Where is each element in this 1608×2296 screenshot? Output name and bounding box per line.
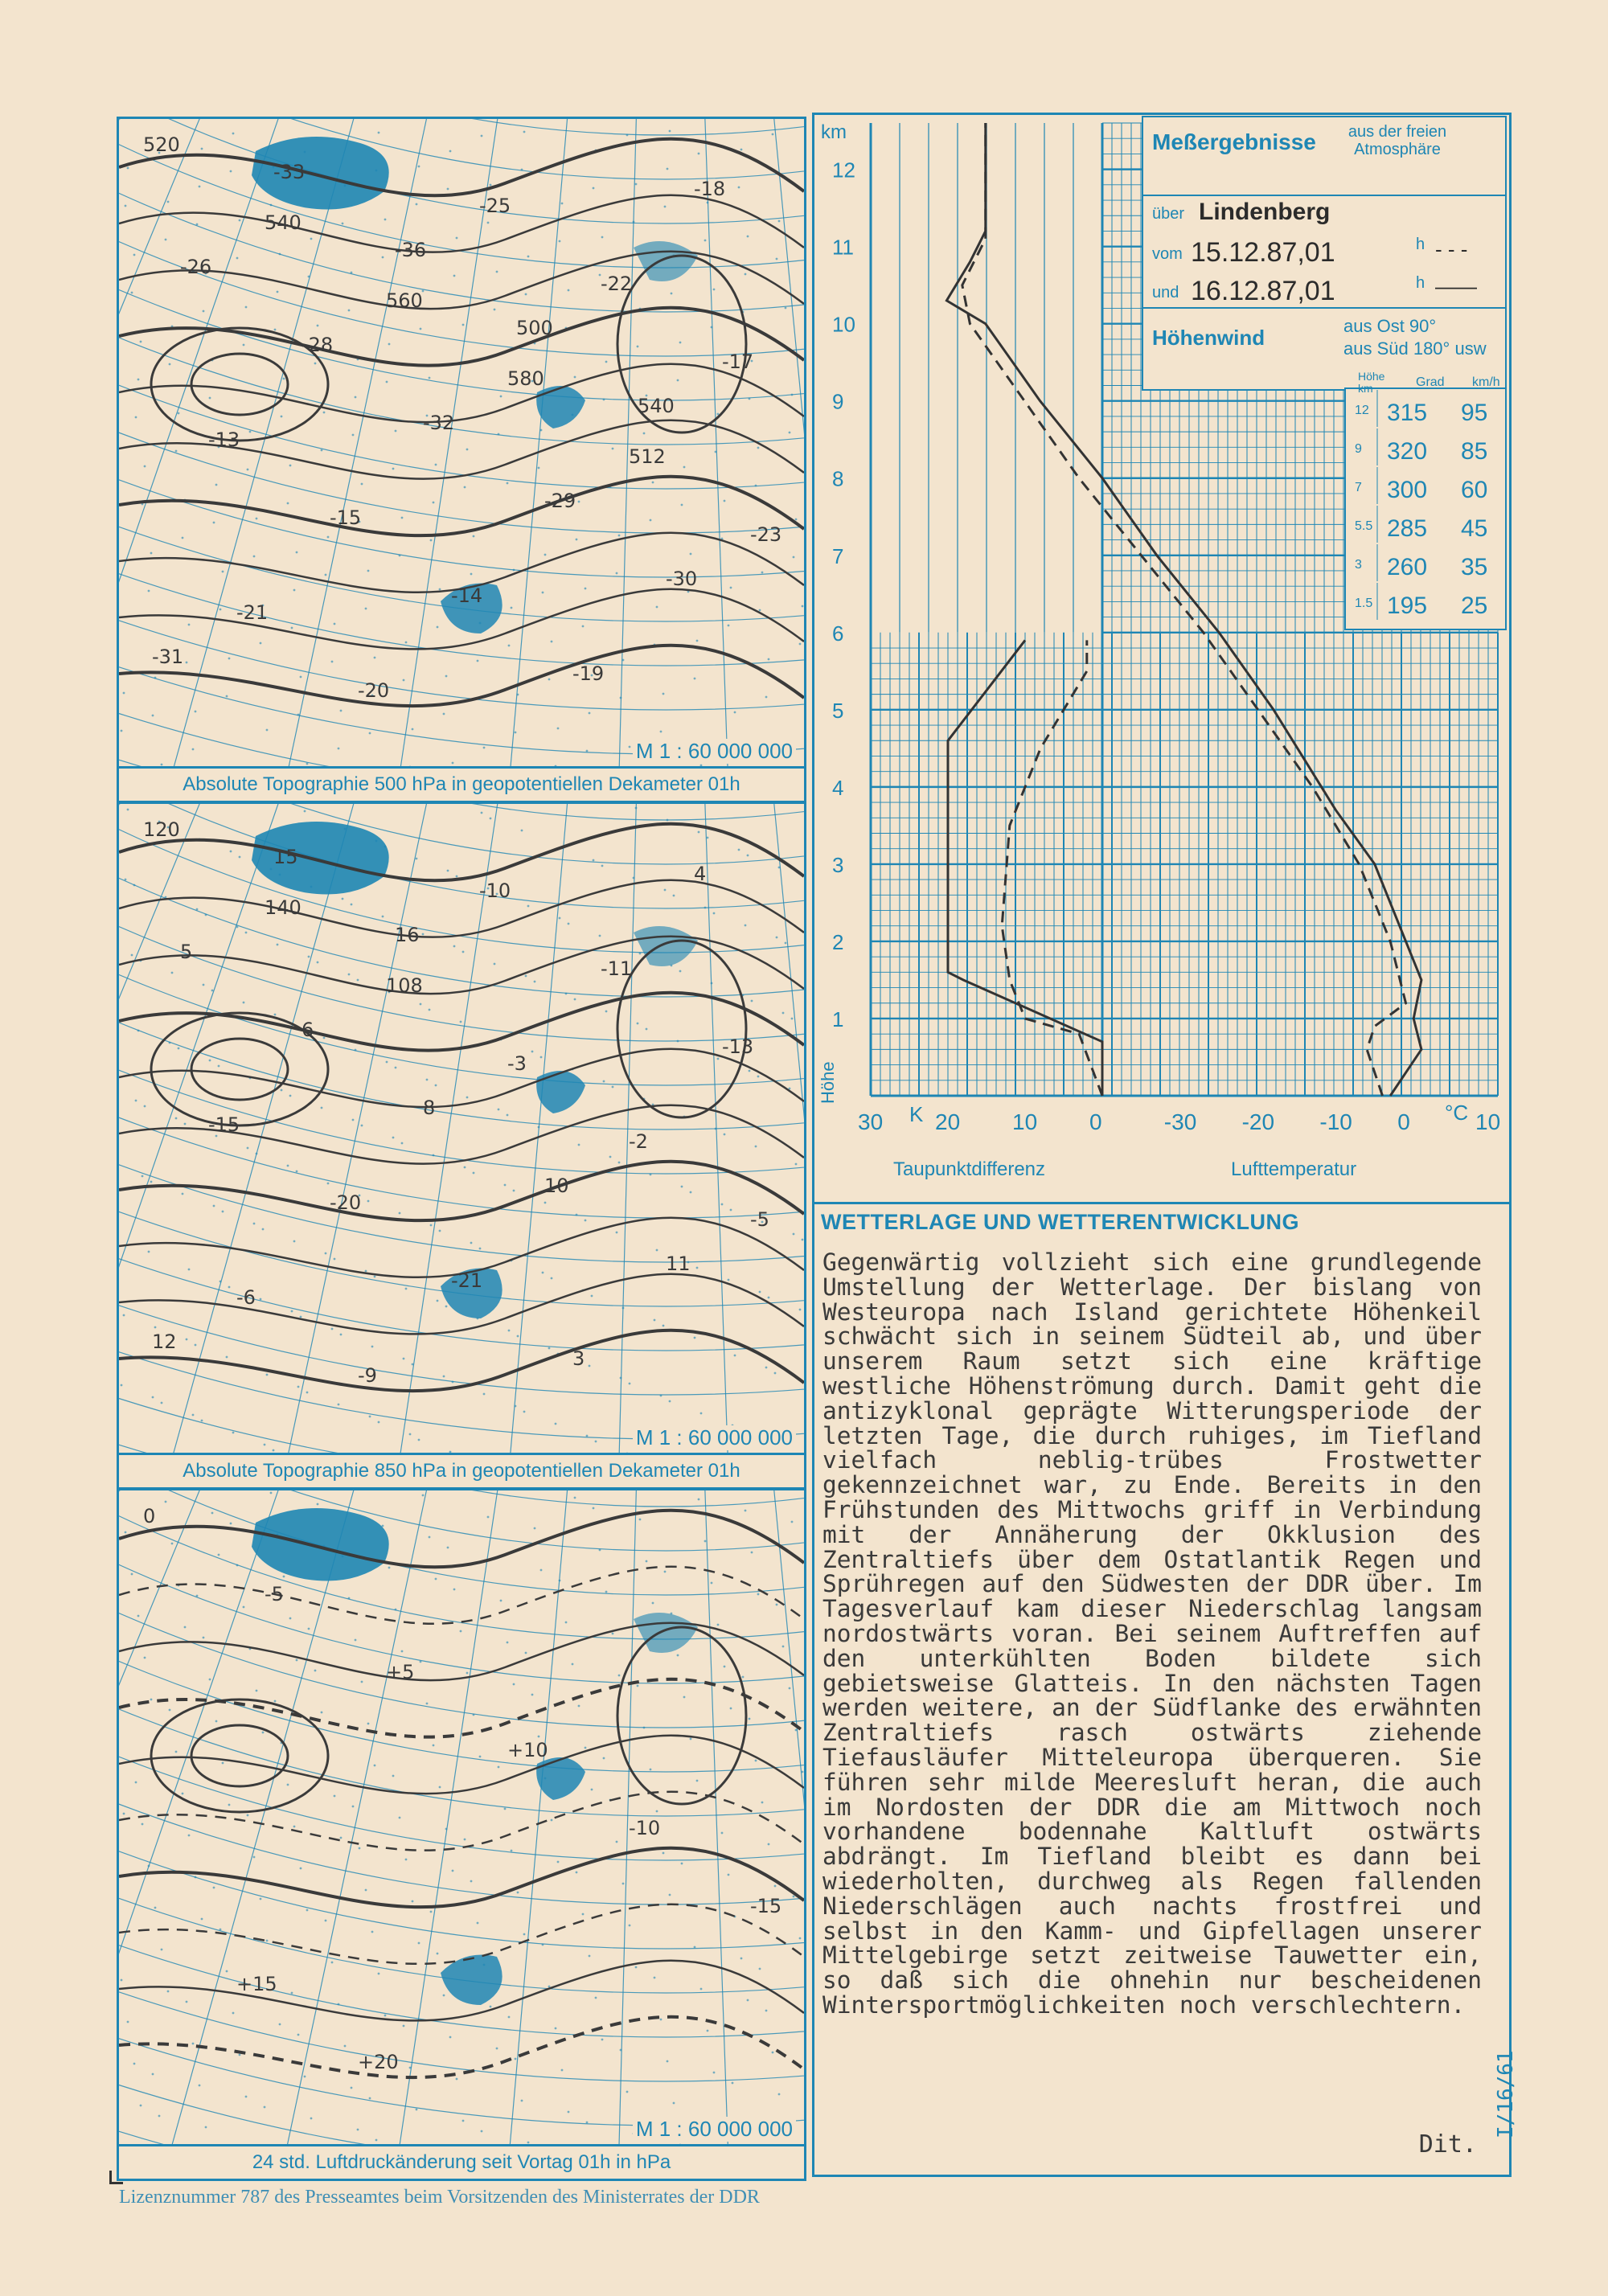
contour-label: -11 — [601, 957, 633, 980]
corner-mark — [109, 2171, 123, 2184]
height-tick: 8 — [832, 466, 844, 491]
height-tick: 12 — [832, 158, 855, 182]
temp-tick: -30 — [1163, 1109, 1197, 1134]
sounding-title: Meßergebnisse — [1152, 129, 1316, 154]
contour-label: -36 — [395, 239, 427, 261]
wind-speed: 60 — [1461, 477, 1488, 503]
land-masses — [252, 1508, 698, 2005]
contour-label: 10 — [544, 1175, 569, 1197]
station-name: Lindenberg — [1199, 199, 1331, 225]
wind-title: Höhenwind — [1152, 326, 1265, 350]
date-1-value: 15.12.87,01 — [1191, 237, 1335, 268]
sounding-subtitle: aus der freien Atmosphäre — [1348, 123, 1447, 158]
map-pressure-change — [119, 1490, 804, 2146]
dew-tick: 30 — [858, 1109, 884, 1134]
contour-label: +20 — [358, 2051, 399, 2073]
contour-label: 0 — [143, 1505, 156, 1527]
date-2-prefix: und — [1152, 284, 1179, 301]
dewpoint-series-line — [1002, 640, 1102, 1096]
contour-label: -15 — [750, 1895, 782, 1917]
contour-label: -5 — [265, 1583, 284, 1605]
height-tick: 3 — [832, 852, 844, 877]
contour-label: -20 — [358, 679, 390, 702]
contour-label: 6 — [302, 1019, 314, 1041]
contour-label: 108 — [386, 974, 423, 997]
y-axis-label: Höhe — [818, 1061, 838, 1104]
temp-tick: -10 — [1319, 1109, 1352, 1134]
temp-axis-label: Lufttemperatur — [1231, 1158, 1357, 1180]
contour-label: -19 — [572, 662, 605, 685]
contour-label: -17 — [722, 351, 754, 373]
contour-label: -22 — [601, 273, 633, 295]
temp-tick: 0 — [1397, 1109, 1410, 1134]
wind-speed: 95 — [1461, 400, 1488, 426]
wind-height: 1.5 — [1355, 597, 1373, 610]
map-850hpa — [119, 804, 804, 1455]
contour-label: 5 — [180, 941, 193, 963]
wind-speed: 35 — [1461, 554, 1488, 580]
contour-label: 540 — [265, 211, 302, 234]
map-850hpa-scale: M 1 : 60 000 000 — [633, 1425, 796, 1450]
contour-label: -3 — [507, 1052, 527, 1075]
date-1-prefix: vom — [1152, 245, 1183, 263]
contour-label: 512 — [629, 445, 666, 468]
wind-deg: 195 — [1387, 592, 1428, 619]
y-axis-unit: km — [821, 121, 847, 143]
wind-deg: 285 — [1387, 515, 1428, 542]
contour-label: -29 — [544, 490, 576, 512]
contour-label: 15 — [273, 846, 298, 868]
wind-speed: 45 — [1461, 515, 1488, 542]
dew-tick: 0 — [1089, 1109, 1102, 1134]
height-tick: 7 — [832, 543, 844, 568]
date-1-unit: h — [1416, 236, 1425, 253]
height-tick: 2 — [832, 929, 844, 954]
contour-label: 520 — [143, 133, 180, 156]
contour-label: -21 — [451, 1269, 483, 1292]
contour-label: +5 — [386, 1661, 415, 1683]
temp-tick: -20 — [1241, 1109, 1275, 1134]
contour-label: -25 — [479, 195, 511, 217]
wind-height: 3 — [1355, 558, 1362, 572]
map-500hpa-caption: Absolute Topographie 500 hPa in geopotentiellen Dekameter 01h — [119, 766, 804, 801]
temp-axis-unit: °C — [1445, 1101, 1469, 1125]
contour-label: 12 — [152, 1330, 177, 1353]
article-panel — [812, 1202, 1512, 2177]
contour-label: -26 — [180, 256, 212, 278]
height-tick: 11 — [832, 235, 854, 260]
contour-label: 3 — [572, 1347, 585, 1370]
contour-label: -23 — [750, 523, 782, 546]
contour-label: -21 — [236, 601, 269, 624]
map-850hpa-caption: Absolute Topographie 850 hPa in geopotentiellen Dekameter 01h — [119, 1453, 804, 1487]
contour-label: -10 — [629, 1817, 661, 1839]
contour-label: -13 — [208, 428, 240, 451]
contour-label: +10 — [507, 1739, 548, 1761]
height-tick: 10 — [832, 312, 855, 337]
date-2-unit: h — [1416, 274, 1425, 292]
license-footer: Lizenznummer 787 des Presseamtes beim Vorsitzenden des Ministerrates der DDR — [119, 2187, 760, 2208]
article-heading: WETTERLAGE UND WETTERENTWICKLUNG — [821, 1210, 1299, 1234]
temp-tick: 10 — [1475, 1109, 1501, 1134]
contour-label: 16 — [395, 924, 420, 946]
contour-label: -33 — [273, 161, 306, 183]
land-masses — [252, 822, 698, 1318]
sounding-panel — [812, 113, 1512, 1204]
contour-label: -13 — [722, 1035, 754, 1058]
document-id: I/16/61 — [1494, 2050, 1518, 2138]
wind-speed: 85 — [1461, 438, 1488, 465]
wind-height: 7 — [1355, 481, 1362, 494]
dew-axis-label: Taupunktdifferenz — [893, 1158, 1046, 1180]
date-2-style: —— — [1435, 274, 1477, 298]
dew-tick: 10 — [1012, 1109, 1038, 1134]
contour-label: -31 — [152, 646, 184, 668]
contour-label: 560 — [386, 289, 423, 312]
contour-label: +15 — [236, 1973, 277, 1995]
contour-label: 540 — [638, 395, 675, 417]
height-tick: 1 — [832, 1007, 844, 1031]
date-1-style: - - - — [1435, 237, 1468, 261]
wind-deg: 320 — [1387, 438, 1428, 465]
contour-label: -5 — [750, 1208, 769, 1231]
height-tick: 6 — [832, 621, 844, 646]
wind-header-speed: km/h — [1472, 375, 1500, 389]
map-850hpa-panel — [117, 802, 806, 1490]
contour-label: 4 — [694, 863, 707, 885]
dew-axis-unit: K — [909, 1102, 924, 1126]
wind-note-south: aus Süd 180° usw — [1343, 338, 1487, 359]
map-pressure-change-panel — [117, 1488, 806, 2181]
contour-label: 11 — [666, 1253, 691, 1275]
dew-tick: 20 — [935, 1109, 961, 1134]
contour-label: 580 — [507, 367, 544, 390]
sounding-chart — [814, 115, 1509, 1202]
wind-height: 5.5 — [1355, 519, 1373, 533]
station-prefix: über — [1152, 205, 1185, 223]
contour-label: 500 — [516, 317, 553, 339]
wind-height: 9 — [1355, 442, 1362, 456]
map-pressure-change-caption: 24 std. Luftdruckänderung seit Vortag 01h in hPa — [119, 2144, 804, 2179]
contour-label: -18 — [694, 178, 726, 200]
wind-note-east: aus Ost 90° — [1343, 316, 1437, 336]
contour-label: -32 — [423, 412, 455, 434]
date-2-value: 16.12.87,01 — [1191, 276, 1335, 306]
contour-label: -9 — [358, 1364, 377, 1387]
contour-label: -6 — [236, 1286, 256, 1309]
contour-label: -28 — [302, 334, 334, 356]
contour-label: -20 — [330, 1191, 362, 1214]
contour-label: -10 — [479, 879, 511, 902]
article-body: Gegenwärtig vollzieht sich eine grundlegende Umstellung der Wetterlage. Der bislang von Westeuropa nach Island gerichtete Höhenkeil schwächt sich in seinem Südteil ab, und über unserem Raum setzt sich eine kräftige westliche Höhenströmung durch. Damit geht die antizyklonal geprägte Witterungsperiode der letzten Tage, die durch ruhiges, im Tiefland vielfach neblig-trübes Frostwetter gekennzeichnet war, zu Ende. Bereits in den Frühstunden des Mittwochs griff in Verbindung mit der Annäherung der Okklusion des Zentraltiefs über dem Ostatlantik Regen und Sprühregen auf den Südwesten der DDR über. Im Tagesverlauf kam dieser Niederschlag langsam nordostwärts voran. Bei seinem Auftreffen auf den unterkühlten Boden bildete sich gebietsweise Glatteis. In den nächsten Tagen werden weitere, an der Südflanke des erwähnten Zentraltiefs rasch ostwärts ziehende Tiefausläufer Mitteleuropa überqueren. Sie führen sehr milde Meeresluft heran, die auch im Nordosten der DDR die am Mittwoch noch vorhandene bodennahe Kaltluft ostwärts abdrängt. Im Tiefland bleibt es dann bei wiederholten, durchweg als Regen fallenden Niederschlägen auch nachts frostfrei und selbst in den Kamm- und Gipfellagen unserer Mittelgebirge setzt zeitweise Tauwetter ein, so daß sich die ohnehin nur bescheidenen Wintersportmöglichkeiten noch verschlechtern. — [822, 1248, 1482, 2019]
contour-label: -15 — [330, 506, 362, 529]
wind-header-deg: Grad — [1416, 375, 1445, 389]
wind-speed: 25 — [1461, 592, 1488, 619]
article-signature: Dit. — [1418, 2130, 1477, 2159]
contour-label: 140 — [265, 896, 302, 919]
land-masses — [252, 137, 698, 633]
contour-label: 8 — [423, 1097, 436, 1119]
map-pressure-change-scale: M 1 : 60 000 000 — [633, 2117, 796, 2142]
contour-label: 120 — [143, 818, 180, 841]
wind-deg: 315 — [1387, 400, 1428, 426]
wind-deg: 300 — [1387, 477, 1428, 503]
map-500hpa — [119, 119, 804, 769]
map-500hpa-scale: M 1 : 60 000 000 — [633, 739, 796, 764]
contour-label: -2 — [629, 1130, 648, 1153]
contour-label: -14 — [451, 584, 483, 607]
wind-header-height: Höhe km — [1358, 370, 1385, 395]
contour-label: -15 — [208, 1113, 240, 1136]
height-tick: 4 — [832, 775, 844, 800]
contour-label: -30 — [666, 568, 698, 590]
wind-deg: 260 — [1387, 554, 1428, 580]
height-tick: 5 — [832, 698, 844, 723]
map-500hpa-panel — [117, 117, 806, 803]
wind-height: 12 — [1355, 404, 1369, 417]
height-tick: 9 — [832, 389, 844, 414]
